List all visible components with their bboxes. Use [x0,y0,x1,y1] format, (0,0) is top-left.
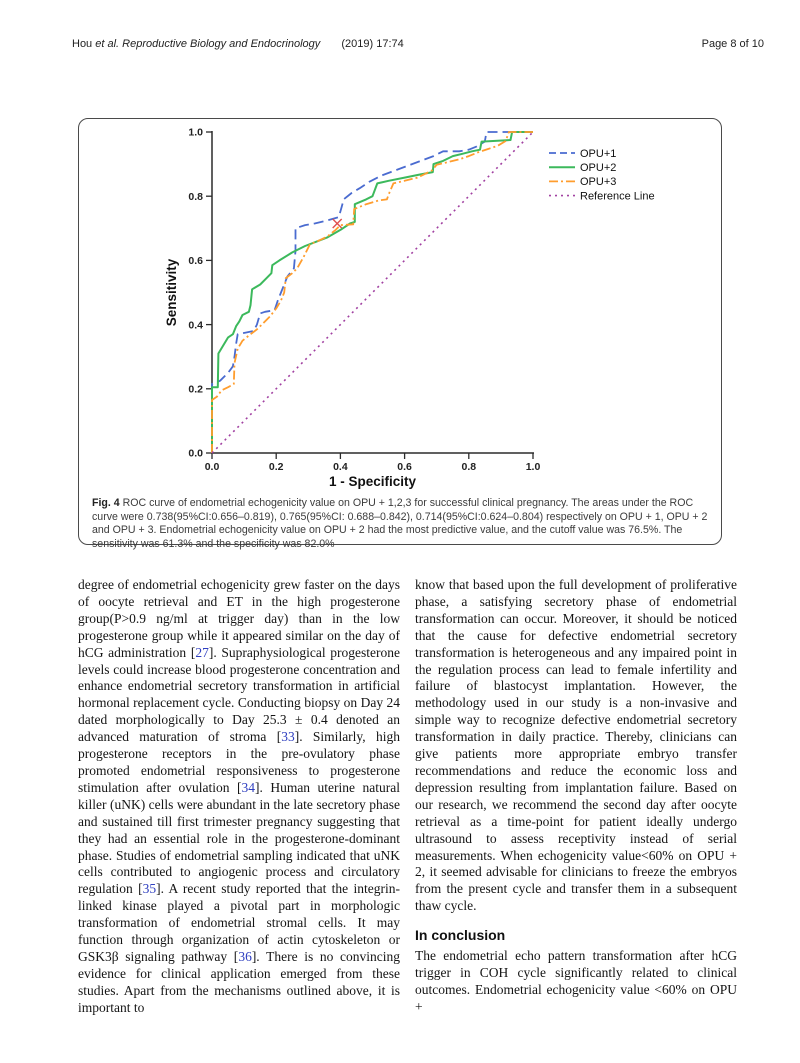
x-tick-label: 0.4 [333,461,348,473]
x-tick-label: 0.2 [268,461,284,473]
conclusion-paragraph [415,948,737,1016]
legend-label: OPU+2 [580,162,617,174]
text-segment: degree of endometrial echogenicity grew faster on the days of oocyte retrieval and ET in the high progesterone group(P>0.9 ng/ml at trigger day) than in the low progesterone group while it appeared similar on the day of hCG administration [ [78,577,400,660]
text-segment: know that based upon the full development of proliferative phase, a satisfying secretory phase of endometrial transformation can occur. Moreover, it should be noticed that the cause for defective endometrial secretory transformation is heterogeneous and any impaired point in the regulation process can lead to female infertility and failure of blastocyst implantation. However, the methodology used in our study is a non-invasive and simple way to recognize defective endometrial secretory transformation in daily practice. Thereby, clinicians can give patients more appropriate embryo transfer recommendations and reduce the economic loss and depression resulting from implantation failure. Based on our research, we recommend the second day after oocyte retrieval as a time-point for patient ideally undergo ultrasound to assess receptivity instead of serial measurements. When echogenicity value<60% on OPU + 2, it seemed advisable for clinicians to freeze the embryos from the present cycle and transfer them in a subsequent thaw cycle. [415,577,737,914]
page-header [72,38,764,50]
figure-4-box [78,118,722,550]
citation-etal: et al. [95,38,120,50]
figure-caption-label: Fig. 4 [92,497,120,509]
text-segment: ]. Similarly, high progesterone receptors in the pre-ovulatory phase promoted endometrial responsiveness to progesterone stimulation after ovulation [ [78,729,400,795]
citation-line [72,38,404,50]
left-column-paragraph [78,577,400,1017]
y-axis-label: Sensitivity [164,258,179,327]
citation-issue: (2019) 17:74 [341,38,404,50]
text-segment: ]. There is no convincing evidence for clinical application emerged from these studies. Apart from the mechanisms outlined above, it is important to [78,948,401,1015]
text-segment: ]. A recent study reported that the integrin-linked kinase played a pivotal part in morphologic transformation of endometrial stromal cells. It may function through organization of actin cytoskeleton or GSK3β signaling pathway [ [78,881,400,964]
x-tick-label: 0.8 [461,461,477,473]
conclusion-heading: In conclusion [415,927,506,944]
y-tick-label: 0.2 [188,383,203,396]
x-tick-label: 1.0 [525,461,541,473]
right-column-paragraph [415,577,737,915]
y-tick-label: 0.6 [188,255,203,268]
figure-caption [92,497,710,551]
text-segment: ]. Supraphysiological progesterone levels could increase blood progesterone concentration and enhance endometrial secretory transformation in artificial hormonal replacement cycle. Conducting biopsy on Day 24 dated morphologically to Day 25.3 ± 0.4 denoted an advanced maturation of stroma [ [78,644,400,745]
y-tick-label: 0.8 [188,190,203,203]
text-segment: ]. Human uterine natural killer (uNK) cells were abundant in the late secretory phase and sustained till first trimester pregnancy suggesting that they had an essential role in the progesterone-dominant phase. Studies of endometrial sampling indicated that uNK cells contributed to angiogenic process and circulatory regulation [ [78,779,401,897]
chart-legend [549,148,655,203]
cutoff-marker [333,219,342,228]
y-tick-label: 0.0 [188,447,203,460]
reference-link[interactable]: 34 [241,779,255,795]
y-tick-label: 0.4 [188,319,203,332]
x-tick-label: 0.6 [397,461,412,473]
y-tick-label: 1.0 [188,126,203,139]
right-column [415,577,737,1016]
reference-link[interactable]: 35 [142,881,157,897]
page-number: Page 8 of 10 [701,38,764,50]
left-column [78,577,400,1017]
x-axis-label: 1 - Specificity [328,474,417,489]
reference-link[interactable]: 33 [281,729,295,745]
reference-link[interactable]: 36 [238,948,252,964]
citation-author: Hou [72,38,93,50]
text-segment: The endometrial echo pattern transformation after hCG trigger in COH cycle significantly related to clinical outcomes. Endometrial echogenicity value <60% on OPU + [415,948,737,1014]
reference-link[interactable]: 27 [195,644,209,660]
citation-journal: Reproductive Biology and Endocrinology [122,38,321,50]
x-tick-label: 0.0 [204,461,220,473]
figure-caption-text: ROC curve of endometrial echogenicity value on OPU + 1,2,3 for successful clinical pregnancy. The areas under the ROC curve were 0.738(95%CI:0.656–0.819), 0.765(95%CI: 0.688–0.842), 0.714(95%CI:0.624–0.804) respectively on OPU + 1, OPU + 2 and OPU + 3. Endometrial echogenicity value on OPU + 2 had the most predictive value, and the cutoff value was 76.5%. The sensitivity was 61.3% and the specificity was 82.0% [92,497,708,550]
legend-label: OPU+3 [580,176,617,189]
legend-label: Reference Line [580,190,655,203]
roc-chart [79,119,720,495]
legend-label: OPU+1 [580,147,617,160]
